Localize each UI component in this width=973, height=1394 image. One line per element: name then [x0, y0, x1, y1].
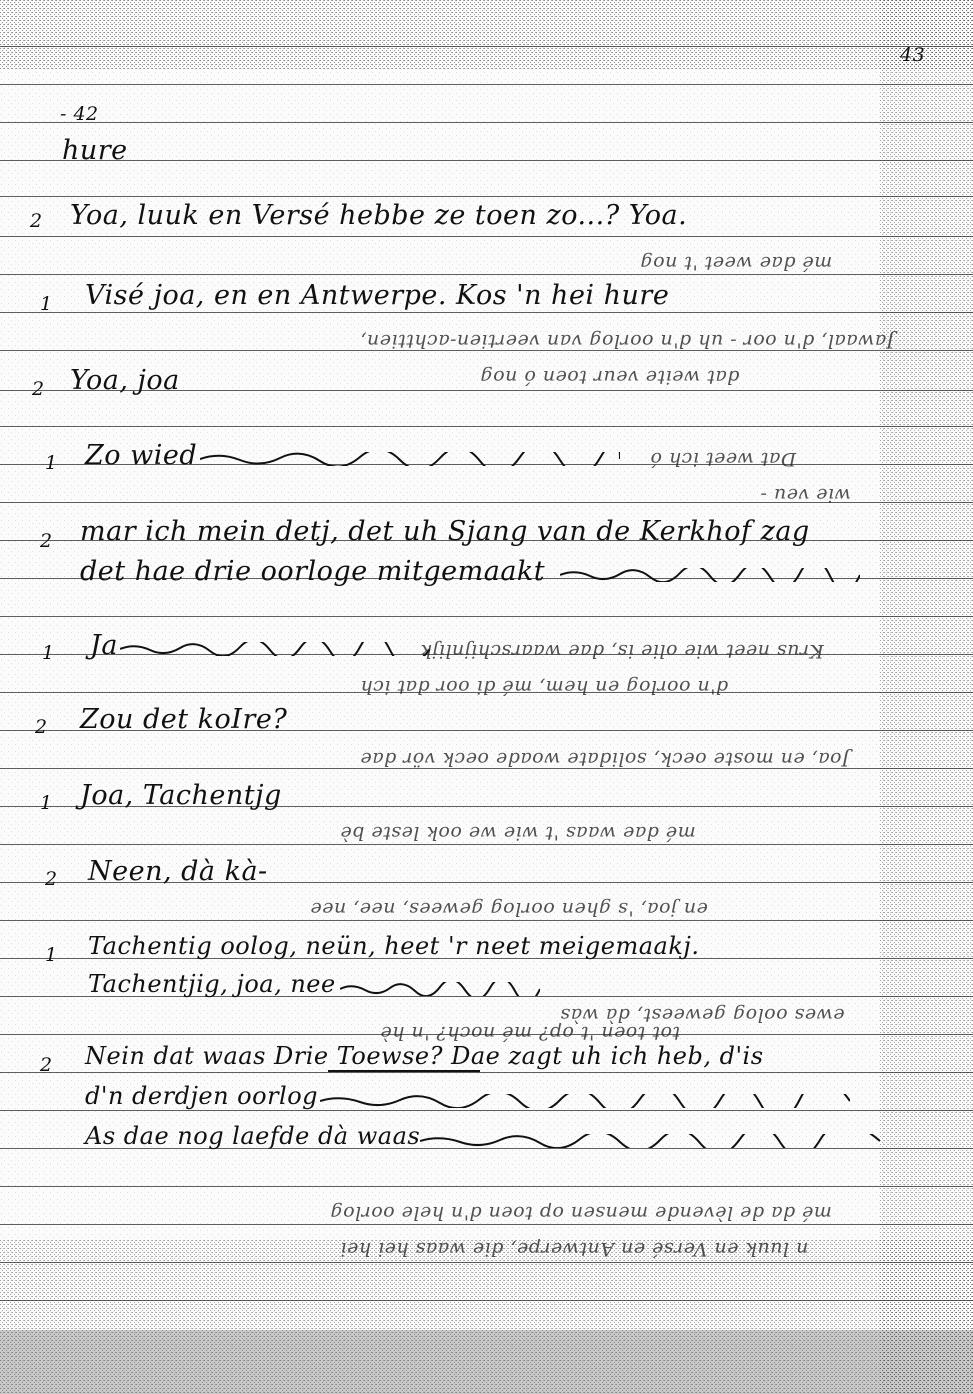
bleed-through-line: n luuk en Versé en Antwerpe, die waas hei hei — [340, 1238, 809, 1260]
ruled-line — [0, 1072, 973, 1073]
scan-shadow-band — [0, 1328, 973, 1394]
bleed-through-line: dat weite veur toen ó nog — [480, 366, 740, 388]
speaker-number: 2 — [40, 1054, 53, 1076]
bleed-through-line: mé dae weet 't nog — [640, 252, 833, 274]
ruled-line — [0, 84, 973, 85]
ruled-line — [0, 616, 973, 617]
bleed-through-line: mé dae waas 't wie we ook leste bè — [340, 822, 696, 844]
ruled-line — [0, 312, 973, 313]
crossed-out-scribble — [120, 642, 430, 656]
transcript-line: d'n derdjen oorlog — [85, 1082, 319, 1110]
speaker-number: 1 — [40, 792, 53, 814]
ruled-line — [0, 920, 973, 921]
crossed-out-scribble — [320, 1094, 850, 1108]
crossed-out-scribble — [560, 568, 860, 582]
transcript-line: Joa, Tachentjg — [80, 780, 282, 811]
bleed-through-line: en joa, 's ghen oorlog gewees, nee, nee — [310, 898, 708, 920]
ruled-line — [0, 274, 973, 275]
bleed-through-line: Joa, en moste oeck, solidate woade oeck vör dae — [360, 748, 850, 770]
ruled-line — [0, 1224, 973, 1225]
bleed-through-line: d'n oorlog en hem, mé di oor dat ich — [360, 676, 729, 698]
ruled-line — [0, 236, 973, 237]
underline-mark — [328, 1070, 480, 1072]
ruled-line — [0, 46, 973, 47]
bleed-through-line: Dat weet ich ó — [650, 448, 797, 470]
speaker-number: 2 — [45, 868, 58, 890]
page-number-mark: 43 — [900, 44, 926, 66]
crossed-out-scribble — [340, 982, 540, 996]
transcript-line: mar ich mein detj, det uh Sjang van de Kerkhof zag — [80, 516, 810, 547]
ruled-line — [0, 1300, 973, 1301]
header-note: - 42 — [60, 103, 99, 125]
speaker-number: 1 — [45, 944, 58, 966]
bleed-through-line: mé da de lèvende mensen op toen d'n hele oorlog — [330, 1202, 832, 1224]
speaker-number: 1 — [40, 293, 53, 315]
bleed-through-line: Krus neet wie olie is, dae waarschijnlijk — [420, 640, 824, 662]
ruled-line — [0, 1262, 973, 1263]
ruled-line — [0, 426, 973, 427]
transcript-line: Visé joa, en en Antwerpe. Kos 'n hei hure — [85, 280, 670, 311]
crossed-out-scribble — [420, 1134, 880, 1148]
ruled-line — [0, 122, 973, 123]
speaker-number: 2 — [32, 378, 45, 400]
speaker-number: 2 — [30, 210, 43, 232]
ruled-line — [0, 1110, 973, 1111]
word-hure: hure — [62, 135, 128, 166]
bleed-through-line: Jawaal, d'n oor - uh d'n oorlog van veertien-achttien, — [360, 330, 895, 352]
bleed-through-line: wie veu - — [760, 484, 851, 506]
transcript-line: Yoa, luuk en Versé hebbe ze toen zo...? Yoa. — [70, 200, 688, 231]
speaker-number: 2 — [40, 530, 53, 552]
transcript-line: Zou det koIre? — [80, 704, 288, 735]
speaker-number: 1 — [45, 452, 58, 474]
ruled-line — [0, 844, 973, 845]
transcript-line: Tachentjig, joa, nee — [88, 970, 336, 998]
transcript-line: Yoa, joa — [70, 365, 180, 396]
transcript-line: det hae drie oorloge mitgemaakt — [80, 556, 546, 587]
transcript-line: As dae nog laefde dà waas — [85, 1122, 421, 1150]
transcript-line: Neen, dà kà- — [88, 856, 268, 887]
bleed-through-line: ewes oolog geweest, dà wàs — [560, 1004, 845, 1026]
crossed-out-scribble — [200, 452, 620, 466]
ruled-line — [0, 1186, 973, 1187]
speaker-number: 2 — [35, 716, 48, 738]
ruled-line — [0, 196, 973, 197]
transcript-line: Nein dat waas Drie Toewse? Dae zagt uh ich heb, d'is — [85, 1042, 764, 1070]
transcript-line: Tachentig oolog, neün, heet 'r neet meigemaakj. — [88, 932, 700, 960]
transcript-line: Ja — [90, 630, 118, 661]
transcript-line: Zo wied — [85, 440, 198, 471]
ruled-line — [0, 160, 973, 161]
bleed-through-line: tot toen 't op? mé noch? 'n hè — [380, 1022, 681, 1044]
speaker-number: 1 — [42, 642, 55, 664]
